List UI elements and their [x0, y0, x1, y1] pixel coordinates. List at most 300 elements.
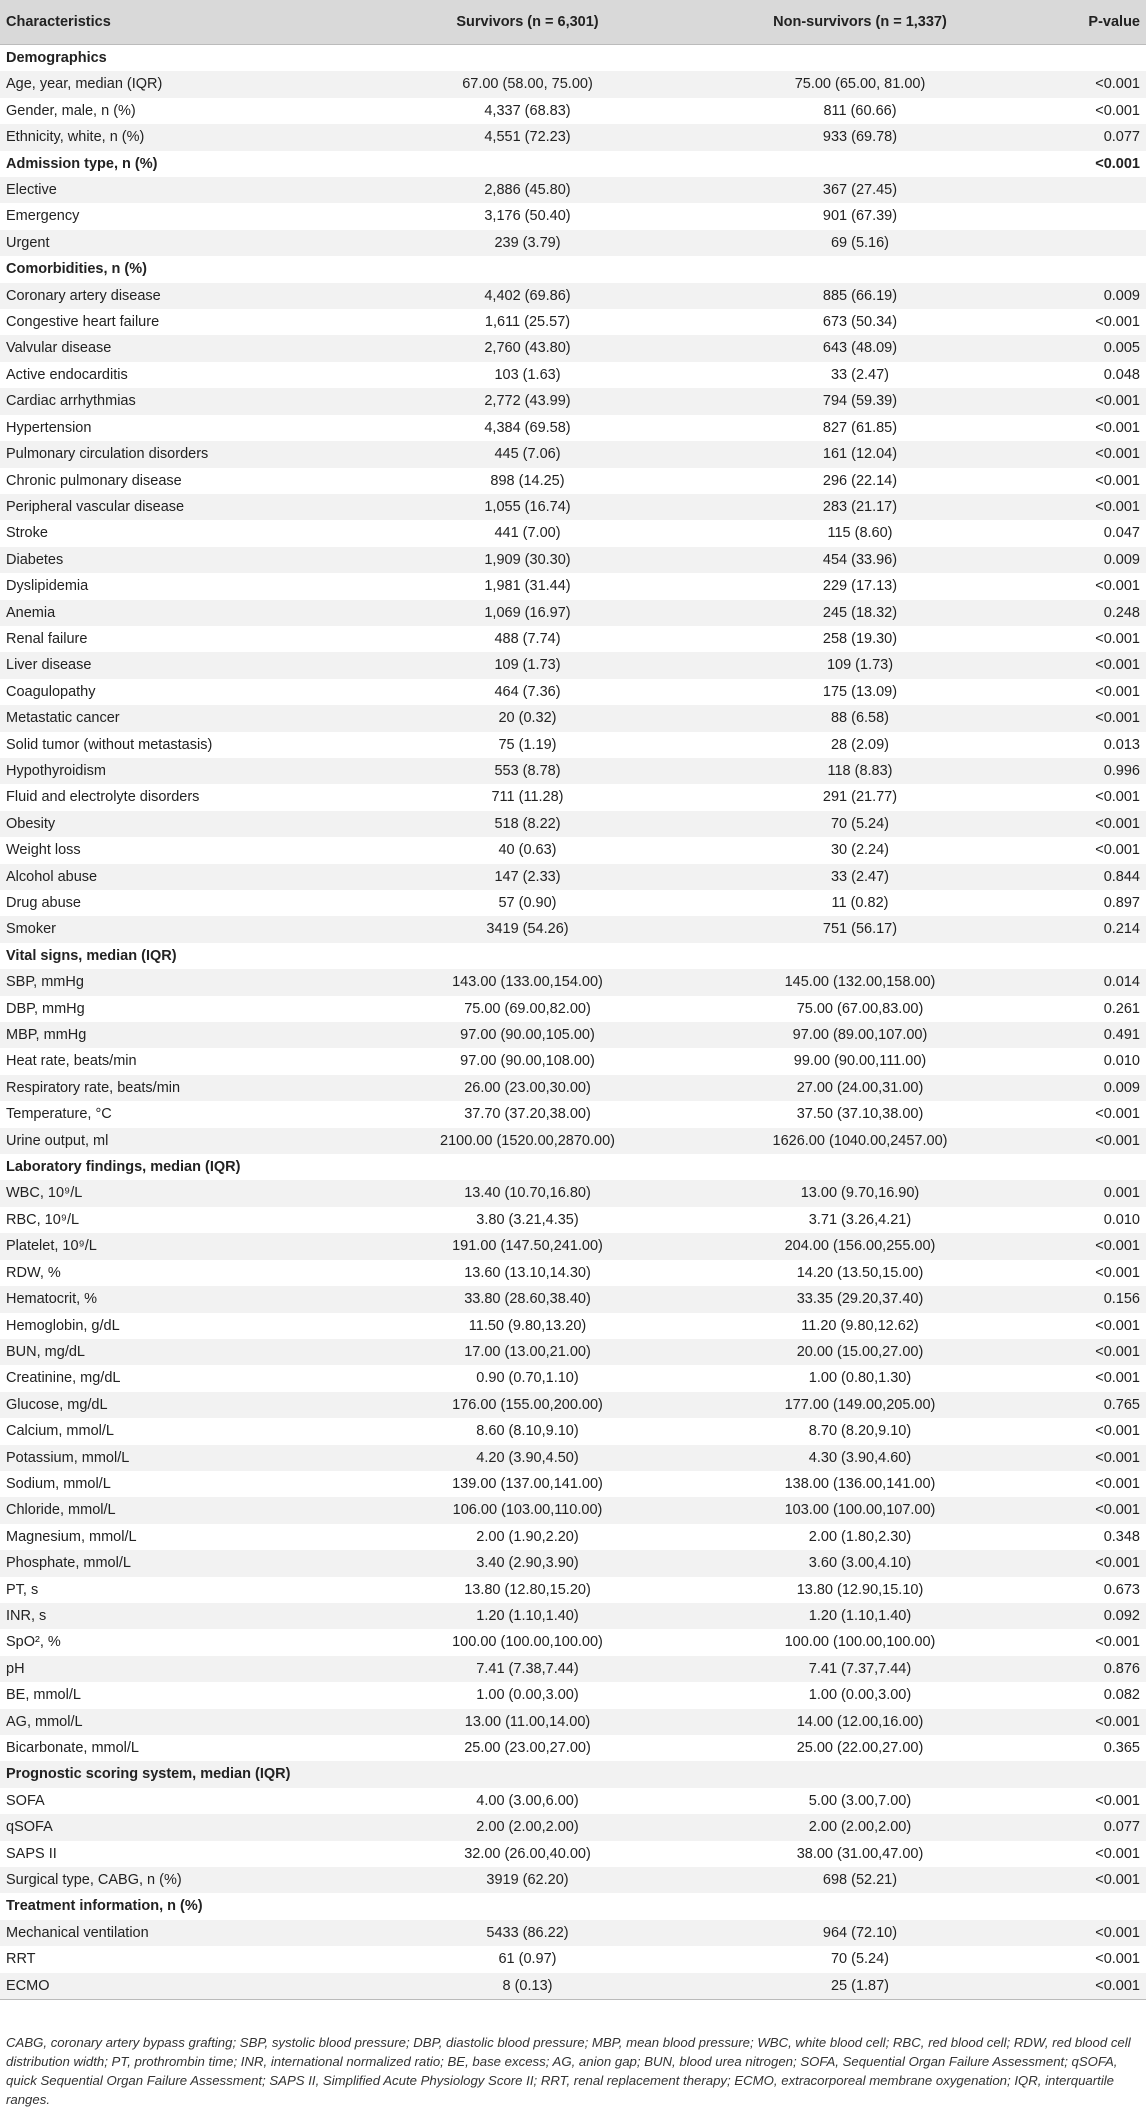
non-survivors-cell: 37.50 (37.10,38.00)	[796, 1106, 924, 1123]
non-survivors-cell: 1.00 (0.00,3.00)	[808, 1687, 912, 1704]
table-row	[0, 600, 1146, 626]
survivors-cell: 553 (8.78)	[494, 762, 561, 779]
table-row	[0, 1048, 1146, 1074]
survivors-cell: 32.00 (26.00,40.00)	[464, 1845, 591, 1862]
survivors-cell: 20 (0.32)	[498, 710, 557, 727]
non-survivors-cell: 13.00 (9.70,16.90)	[800, 1185, 920, 1202]
row-label: Renal failure	[6, 630, 88, 647]
row-label: Obesity	[6, 815, 56, 832]
table-row	[0, 1445, 1146, 1471]
non-survivors-cell: 673 (50.34)	[822, 314, 898, 331]
table-row	[0, 996, 1146, 1022]
p-value-cell: <0.001	[1095, 1475, 1140, 1492]
p-value-cell: <0.001	[1095, 419, 1140, 436]
survivors-cell: 4,337 (68.83)	[484, 102, 571, 119]
table-row	[0, 1101, 1146, 1127]
row-label: ECMO	[0, 1973, 360, 2000]
row-label: Mechanical ventilation	[6, 1924, 149, 1941]
survivors-cell: 3,176 (50.40)	[484, 208, 571, 225]
p-value-cell: <0.001	[1095, 1924, 1140, 1941]
p-value-cell	[1025, 177, 1146, 203]
row-label: Urine output, ml	[6, 1132, 109, 1149]
non-survivors-cell: 11.20 (9.80,12.62)	[801, 1317, 919, 1334]
table-row	[0, 1233, 1146, 1259]
survivors-cell: 7.41 (7.38,7.44)	[476, 1660, 579, 1677]
table-row	[0, 468, 1146, 494]
non-survivors-cell: 88 (6.58)	[830, 710, 890, 727]
p-value-cell: 0.001	[1103, 1185, 1140, 1202]
non-survivors-cell: 177.00 (149.00,205.00)	[784, 1396, 936, 1413]
row-label: Vital signs, median (IQR)	[6, 947, 177, 964]
survivors-cell: 75.00 (69.00,82.00)	[464, 1000, 591, 1017]
survivors-cell: 57 (0.90)	[498, 895, 557, 911]
table-row	[0, 1128, 1146, 1154]
row-label: Platelet, 10⁹/L	[6, 1238, 97, 1255]
p-value-cell: <0.001	[1095, 1792, 1140, 1809]
row-label: Heat rate, beats/min	[6, 1053, 137, 1070]
p-value-cell: <0.001	[1095, 1449, 1140, 1466]
survivors-cell: 445 (7.06)	[494, 446, 561, 463]
survivors-cell: 898 (14.25)	[490, 472, 565, 489]
table-row	[0, 705, 1146, 731]
table-row	[0, 124, 1146, 150]
table-row	[0, 1814, 1146, 1840]
survivors-cell: 13.60 (13.10,14.30)	[464, 1264, 591, 1281]
non-survivors-cell: 14.00 (12.00,16.00)	[796, 1713, 924, 1730]
non-survivors-cell: 2.00 (1.80,2.30)	[808, 1528, 912, 1545]
p-value-cell	[1025, 203, 1146, 229]
non-survivors-cell	[695, 45, 1025, 72]
row-label: Phosphate, mmol/L	[6, 1555, 131, 1572]
p-value-cell: <0.001	[1095, 1423, 1140, 1440]
table-row	[0, 890, 1146, 916]
non-survivors-cell: 99.00 (90.00,111.00)	[793, 1053, 927, 1070]
row-label: AG, mmol/L	[6, 1713, 83, 1730]
non-survivors-cell: 367 (27.45)	[822, 182, 898, 199]
row-label: Drug abuse	[6, 895, 81, 911]
p-value-cell: <0.001	[1095, 842, 1140, 859]
row-label: Laboratory findings, median (IQR)	[6, 1159, 241, 1176]
survivors-cell: 11.50 (9.80,13.20)	[468, 1317, 587, 1334]
survivors-cell: 4,384 (69.58)	[484, 419, 571, 436]
non-survivors-cell: 811 (60.66)	[823, 102, 897, 119]
row-label: Elective	[6, 182, 57, 199]
row-label: Treatment information, n (%)	[6, 1898, 203, 1915]
p-value-cell: <0.001	[1025, 1973, 1146, 2000]
p-value-cell: 0.048	[1103, 366, 1140, 383]
survivors-cell: 8 (0.13)	[360, 1973, 695, 2000]
survivors-cell: 1,611 (25.57)	[484, 314, 571, 331]
survivors-cell: 139.00 (137.00,141.00)	[452, 1475, 603, 1492]
row-label: Congestive heart failure	[6, 314, 160, 331]
row-label: Urgent	[6, 234, 50, 251]
row-label: RBC, 10⁹/L	[6, 1211, 80, 1228]
p-value-cell: 0.047	[1103, 525, 1140, 542]
non-survivors-cell: 3.60 (3.00,4.10)	[808, 1555, 912, 1572]
survivors-cell: 103 (1.63)	[494, 366, 561, 383]
p-value-cell: <0.001	[1095, 1132, 1140, 1149]
table-row	[0, 1946, 1146, 1972]
non-survivors-cell	[695, 1154, 1025, 1180]
table-row	[0, 1841, 1146, 1867]
table-row	[0, 203, 1146, 229]
p-value-cell: 0.005	[1103, 340, 1140, 357]
non-survivors-cell: 885 (66.19)	[822, 287, 898, 304]
row-label: Prognostic scoring system, median (IQR)	[6, 1766, 291, 1783]
survivors-cell: 40 (0.63)	[498, 842, 557, 859]
survivors-cell: 2,772 (43.99)	[484, 393, 571, 410]
survivors-cell: 1,069 (16.97)	[484, 604, 571, 621]
row-label: Hematocrit, %	[6, 1291, 98, 1308]
row-label: Fluid and electrolyte disorders	[6, 789, 200, 806]
p-value-cell: <0.001	[1095, 578, 1140, 595]
table-row	[0, 1550, 1146, 1576]
p-value-cell: <0.001	[1095, 630, 1140, 647]
survivors-cell: 176.00 (155.00,200.00)	[452, 1396, 603, 1413]
survivors-cell: 464 (7.36)	[494, 683, 561, 700]
table-row	[0, 335, 1146, 361]
survivors-cell	[360, 256, 695, 282]
non-survivors-cell: 1.20 (1.10,1.40)	[808, 1607, 912, 1624]
non-survivors-cell: 3.71 (3.26,4.21)	[808, 1211, 912, 1228]
non-survivors-cell: 229 (17.13)	[822, 578, 898, 595]
row-label: Bicarbonate, mmol/L	[6, 1740, 139, 1756]
p-value-cell: <0.001	[1095, 1264, 1140, 1281]
non-survivors-cell: 245 (18.32)	[822, 604, 898, 621]
non-survivors-cell: 5.00 (3.00,7.00)	[808, 1792, 912, 1809]
survivors-cell: 8.60 (8.10,9.10)	[476, 1423, 579, 1440]
p-value-cell: 0.009	[1103, 287, 1140, 304]
non-survivors-cell: 2.00 (2.00,2.00)	[808, 1819, 912, 1836]
non-survivors-cell: 204.00 (156.00,255.00)	[784, 1238, 936, 1255]
table-row	[0, 1180, 1146, 1206]
table-row	[0, 1313, 1146, 1339]
p-value-cell: <0.001	[1095, 1343, 1140, 1360]
survivors-cell	[360, 1154, 695, 1180]
row-label: Smoker	[6, 921, 56, 938]
table-row	[0, 916, 1146, 942]
non-survivors-cell: 138.00 (136.00,141.00)	[784, 1475, 936, 1492]
table-row	[0, 98, 1146, 124]
row-label: DBP, mmHg	[6, 1000, 85, 1017]
survivors-cell: 67.00 (58.00, 75.00)	[462, 76, 593, 93]
non-survivors-cell: 14.20 (13.50,15.00)	[796, 1264, 924, 1281]
p-value-cell: <0.001	[1095, 1634, 1140, 1651]
table-row	[0, 732, 1146, 758]
table-row	[0, 71, 1146, 97]
survivors-cell: 2.00 (1.90,2.20)	[476, 1528, 579, 1545]
table-row	[0, 1629, 1146, 1655]
survivors-cell: 143.00 (133.00,154.00)	[452, 974, 603, 991]
p-value-cell: <0.001	[1095, 1845, 1140, 1862]
survivors-cell: 4.20 (3.90,4.50)	[476, 1449, 579, 1466]
non-survivors-cell: 933 (69.78)	[822, 129, 898, 146]
survivors-cell: 4.00 (3.00,6.00)	[476, 1792, 579, 1809]
non-survivors-cell: 145.00 (132.00,158.00)	[784, 974, 936, 991]
survivors-cell: 3.80 (3.21,4.35)	[476, 1211, 579, 1228]
survivors-cell: 13.80 (12.80,15.20)	[464, 1581, 591, 1598]
row-label: Surgical type, CABG, n (%)	[6, 1872, 182, 1889]
non-survivors-cell: 97.00 (89.00,107.00)	[792, 1027, 928, 1044]
survivors-cell	[360, 1761, 695, 1787]
table-row	[0, 1022, 1146, 1048]
p-value-cell: <0.001	[1095, 1872, 1140, 1889]
row-label: Solid tumor (without metastasis)	[6, 736, 213, 753]
table-row	[0, 811, 1146, 837]
p-value-cell: 0.156	[1103, 1291, 1140, 1308]
table-row	[0, 1709, 1146, 1735]
row-label: Liver disease	[6, 657, 92, 674]
row-label: pH	[6, 1660, 25, 1677]
table-row	[0, 864, 1146, 890]
survivors-cell: 1,055 (16.74)	[484, 498, 571, 515]
non-survivors-cell: 109 (1.73)	[826, 657, 894, 674]
row-label: Active endocarditis	[6, 366, 128, 383]
table-row	[0, 1471, 1146, 1497]
non-survivors-cell: 1626.00 (1040.00,2457.00)	[772, 1132, 948, 1149]
table-row	[0, 784, 1146, 810]
row-label: Cardiac arrhythmias	[6, 393, 136, 410]
p-value-cell: 0.009	[1103, 1079, 1140, 1096]
p-value-cell: <0.001	[1095, 1713, 1140, 1730]
table-row	[0, 1418, 1146, 1444]
row-label: SAPS II	[6, 1845, 57, 1862]
non-survivors-cell: 901 (67.39)	[822, 208, 898, 225]
table-row	[0, 547, 1146, 573]
survivors-cell: 100.00 (100.00,100.00)	[452, 1634, 603, 1651]
non-survivors-cell: 25.00 (22.00,27.00)	[796, 1740, 924, 1756]
section-row	[0, 151, 1146, 177]
table-header	[0, 0, 1146, 45]
survivors-cell	[360, 151, 695, 177]
row-label: Hypertension	[6, 419, 92, 436]
row-label: Hypothyroidism	[6, 762, 106, 779]
p-value-cell: 0.844	[1103, 868, 1140, 885]
row-label: Age, year, median (IQR)	[6, 76, 163, 93]
survivors-cell: 97.00 (90.00,108.00)	[460, 1053, 595, 1070]
table-row	[0, 1788, 1146, 1814]
table-row	[0, 679, 1146, 705]
table-row	[0, 1339, 1146, 1365]
survivors-cell: 26.00 (23.00,30.00)	[464, 1079, 591, 1096]
p-value-cell: <0.001	[1095, 789, 1140, 806]
row-label: Gender, male, n (%)	[6, 102, 136, 119]
survivors-cell: 488 (7.74)	[494, 630, 561, 647]
survivors-cell: 518 (8.22)	[494, 815, 561, 832]
row-label: Calcium, mmol/L	[6, 1423, 114, 1440]
table-row	[0, 1577, 1146, 1603]
p-value-cell: 0.092	[1103, 1607, 1140, 1624]
row-label: Comorbidities, n (%)	[6, 261, 147, 278]
p-value-cell: 0.077	[1103, 1819, 1140, 1836]
row-label: RDW, %	[6, 1264, 61, 1281]
survivors-cell: 0.90 (0.70,1.10)	[476, 1370, 579, 1387]
non-survivors-cell: 4.30 (3.90,4.60)	[808, 1449, 912, 1466]
p-value-cell: 0.365	[1103, 1740, 1140, 1756]
row-label: Coagulopathy	[6, 683, 96, 700]
header-non-survivors: Non-survivors (n = 1,337)	[695, 0, 1025, 45]
row-label: BE, mmol/L	[6, 1687, 81, 1704]
survivors-cell: 711 (11.28)	[491, 789, 564, 806]
row-label: Glucose, mg/dL	[6, 1396, 108, 1413]
table-row	[0, 837, 1146, 863]
table-row	[0, 1365, 1146, 1391]
survivors-cell: 1,909 (30.30)	[484, 551, 571, 568]
p-value-cell: 0.876	[1103, 1660, 1140, 1677]
non-survivors-cell	[695, 1761, 1025, 1787]
p-value-cell: <0.001	[1095, 498, 1140, 515]
p-value-cell: <0.001	[1095, 1951, 1140, 1968]
table-row	[0, 362, 1146, 388]
survivors-cell: 3419 (54.26)	[486, 921, 569, 938]
non-survivors-cell: 30 (2.24)	[830, 842, 890, 859]
table-row	[0, 573, 1146, 599]
p-value-cell: <0.001	[1095, 446, 1140, 463]
non-survivors-cell: 291 (21.77)	[822, 789, 898, 806]
survivors-cell: 239 (3.79)	[494, 234, 561, 251]
p-value-cell: 0.082	[1103, 1687, 1140, 1704]
p-value-cell: <0.001	[1095, 155, 1140, 172]
header-characteristics: Characteristics	[0, 0, 360, 45]
non-survivors-cell: 75.00 (65.00, 81.00)	[794, 76, 926, 93]
section-row	[0, 45, 1146, 72]
row-label: SpO², %	[6, 1634, 61, 1651]
p-value-cell: 0.261	[1103, 1000, 1140, 1017]
non-survivors-cell: 28 (2.09)	[830, 736, 890, 753]
survivors-cell: 1.20 (1.10,1.40)	[476, 1607, 579, 1624]
row-label: Dyslipidemia	[6, 578, 89, 595]
row-label: Weight loss	[6, 842, 81, 859]
row-label: Anemia	[6, 604, 56, 621]
non-survivors-cell: 118 (8.83)	[827, 762, 893, 779]
survivors-cell	[360, 943, 695, 969]
survivors-cell: 13.00 (11.00,14.00)	[464, 1713, 591, 1730]
survivors-cell: 106.00 (103.00,110.00)	[452, 1502, 603, 1519]
row-label: Admission type, n (%)	[6, 155, 158, 172]
non-survivors-cell: 964 (72.10)	[822, 1924, 898, 1941]
table-row	[0, 1656, 1146, 1682]
non-survivors-cell: 698 (52.21)	[822, 1872, 898, 1889]
row-label: Demographics	[6, 50, 107, 66]
p-value-cell: <0.001	[1095, 683, 1140, 700]
row-label: Creatinine, mg/dL	[6, 1370, 121, 1387]
non-survivors-cell: 69 (5.16)	[830, 234, 890, 251]
survivors-cell: 1,981 (31.44)	[484, 578, 571, 595]
header-survivors: Survivors (n = 6,301)	[360, 0, 695, 45]
non-survivors-cell: 11 (0.82)	[831, 895, 889, 911]
table-row	[0, 309, 1146, 335]
survivors-cell: 17.00 (13.00,21.00)	[464, 1343, 591, 1360]
survivors-cell: 2,760 (43.80)	[484, 340, 571, 357]
p-value-cell: 0.996	[1103, 762, 1140, 779]
p-value-cell: <0.001	[1095, 102, 1140, 119]
table-row	[0, 177, 1146, 203]
row-label: RRT	[6, 1951, 36, 1968]
non-survivors-cell: 33 (2.47)	[830, 868, 890, 885]
p-value-cell: 0.348	[1103, 1528, 1140, 1545]
row-label: Alcohol abuse	[6, 868, 98, 885]
non-survivors-cell	[695, 256, 1025, 282]
row-label: Valvular disease	[6, 340, 112, 357]
p-value-cell	[1025, 943, 1146, 969]
row-label: Respiratory rate, beats/min	[6, 1079, 181, 1096]
non-survivors-cell: 25 (1.87)	[695, 1973, 1025, 2000]
survivors-cell: 61 (0.97)	[498, 1951, 557, 1968]
non-survivors-cell: 103.00 (100.00,107.00)	[784, 1502, 936, 1519]
non-survivors-cell: 643 (48.09)	[822, 340, 898, 357]
p-value-cell: 0.897	[1103, 895, 1140, 911]
p-value-cell: <0.001	[1095, 1106, 1140, 1123]
non-survivors-cell	[695, 151, 1025, 177]
survivors-cell: 191.00 (147.50,241.00)	[452, 1238, 603, 1255]
p-value-cell: 0.673	[1103, 1581, 1140, 1598]
table-body	[0, 45, 1146, 2000]
row-label: Sodium, mmol/L	[6, 1475, 111, 1492]
survivors-cell: 3919 (62.20)	[486, 1872, 569, 1889]
survivors-cell: 25.00 (23.00,27.00)	[464, 1740, 591, 1756]
p-value-cell: 0.014	[1103, 974, 1140, 991]
table-row	[0, 1260, 1146, 1286]
non-survivors-cell: 70 (5.24)	[830, 1951, 890, 1968]
non-survivors-cell: 115 (8.60)	[827, 525, 893, 542]
table-footnote: CABG, coronary artery bypass grafting; SBP, systolic blood pressure; DBP, diastolic blood pressure; MBP, mean blood pressure; WBC, white blood cell; RBC, red blood cell; RDW, red blood cell distribution width; PT, prothrombin time; INR, international normalized ratio; BE, base excess; AG, anion gap; BUN, blood urea nitrogen; SOFA, Sequential Organ Failure Assessment; qSOFA, quick Sequential Organ Failure Assessment; SAPS II, Simplified Acute Physiology Score II; RRT, renal replacement therapy; ECMO, extracorporeal membrane oxygenation; IQR, interquartile ranges.	[6, 2035, 1131, 2107]
p-value-cell	[1025, 230, 1146, 256]
table-row	[0, 1920, 1146, 1946]
table-row	[0, 1207, 1146, 1233]
row-label: Coronary artery disease	[6, 287, 161, 304]
table-row	[0, 1392, 1146, 1418]
p-value-cell: 0.491	[1103, 1027, 1140, 1044]
survivors-cell: 1.00 (0.00,3.00)	[476, 1687, 579, 1704]
row-label: BUN, mg/dL	[6, 1343, 85, 1360]
survivors-cell: 2100.00 (1520.00,2870.00)	[440, 1132, 615, 1149]
p-value-cell: 0.010	[1103, 1211, 1140, 1228]
non-survivors-cell: 258 (19.30)	[822, 630, 898, 647]
table-row	[0, 1497, 1146, 1523]
header-row	[0, 0, 1146, 45]
p-value-cell	[1025, 256, 1146, 282]
header-p-value: P-value	[1025, 0, 1146, 45]
p-value-cell: <0.001	[1095, 1238, 1140, 1255]
survivors-cell	[360, 45, 695, 72]
p-value-cell: <0.001	[1095, 76, 1140, 93]
row-label: Temperature, °C	[6, 1106, 112, 1123]
survivors-cell: 13.40 (10.70,16.80)	[464, 1185, 591, 1202]
non-survivors-cell: 175 (13.09)	[822, 683, 898, 700]
survivors-cell: 4,402 (69.86)	[484, 287, 571, 304]
row-label: Stroke	[6, 525, 48, 542]
non-survivors-cell: 27.00 (24.00,31.00)	[796, 1079, 924, 1096]
table-row	[0, 441, 1146, 467]
p-value-cell: 0.248	[1103, 604, 1140, 621]
section-row	[0, 1761, 1146, 1787]
non-survivors-cell: 1.00 (0.80,1.30)	[808, 1370, 912, 1387]
survivors-cell: 2,886 (45.80)	[484, 182, 571, 199]
table-row	[0, 1682, 1146, 1708]
row-label: Metastatic cancer	[6, 710, 120, 727]
table-row	[0, 1603, 1146, 1629]
p-value-cell: <0.001	[1095, 710, 1140, 727]
section-row	[0, 1893, 1146, 1919]
survivors-cell: 147 (2.33)	[494, 868, 561, 885]
table-row	[0, 494, 1146, 520]
table-row	[0, 626, 1146, 652]
non-survivors-cell: 38.00 (31.00,47.00)	[796, 1845, 924, 1862]
p-value-cell: <0.001	[1095, 815, 1140, 832]
survivors-cell: 3.40 (2.90,3.90)	[476, 1555, 579, 1572]
table-row	[0, 969, 1146, 995]
p-value-cell: 0.009	[1103, 551, 1140, 568]
